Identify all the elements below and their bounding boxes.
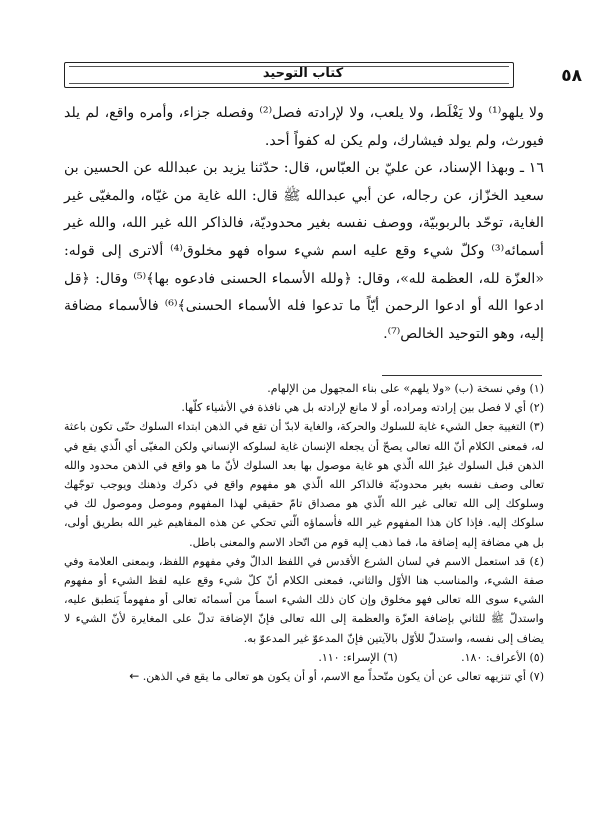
footnote (64, 667, 544, 686)
footnote-text: (٧) أي تنزيهه تعالى عن أن يكون متّحداً مع الاسم، أو أن يكون هو تعالى ما يقع في الذهن. (142, 670, 544, 684)
paragraph: ١٦ ـ وبهذا الإسناد، عن عليّ بن العبّاس، قال: حدّثنا يزيد بن عبدالله عن الحسين بن سعيد الخزّاز، عن رجاله، عن أبي عبدالله ﷺ قال: الله غاية من غيّاه، والمغيّى غير الغاية، توحّد بالربوبيّة، ووصف نفسه بغير محدوديّة، فالذاكر الله غير الله، والله غير أسمائه⁽³⁾ وكلّ شيء وقع عليه اسم شيء سواه فهو مخلوق⁽⁴⁾ ألاترى إلى قوله: «العزّة لله، العظمة لله»، وقال: ﴿ولله الأسماء الحسنى فادعوه بها﴾⁽⁵⁾ وقال: ﴿قل ادعوا الله أو ادعوا الرحمن أيّاً ما تدعوا فله الأسماء الحسنى﴾⁽⁶⁾ فالأسماء مضافة إليه، وهو التوحيد الخالص⁽⁷⁾. (64, 160, 545, 342)
footnote: (١) وفي نسخة (ب) «ولا يلهم» على بناء المجهول من الإلهام. (267, 382, 544, 395)
footnote: (٤) قد استعمل الاسم في لسان الشرع الأقدس في اللفظ الدالّ وفي مفهوم اللفظ، وبمعنى العلامة وفي صفة الشيء، والمناسب هنا الأوّل والثاني، فمعنى الكلام أنّ كلّ شيء وقع عليه لفظ الشيء أو مفهوم الشيء سوى الله تعالى فهو مخلوق وإن كان ذلك الشيء اسماً من أسمائه تعالى أو مفهوماً يَنطبق عليه، واستدلّ ﷺ للثاني بإضافة العزّة والعظمة إلى الله تعالى فإنّ الإضافة تدلّ على المغايرة لأنّ الشيء لا يضاف إلى نفسه، واستدلّ للأوّل بالآيتين فإنّ المدعوّ غير المدعوّ به. (64, 554, 544, 645)
running-title: كتاب التوحيد (262, 66, 344, 81)
main-text (64, 100, 544, 348)
footnote: (٢) أي لا فصل بين إرادته ومراده، أو لا مانع لإرادته بل هي نافذة في الأشياء كلّها. (181, 401, 544, 415)
page-number: ٥٨ (561, 66, 582, 86)
paragraph: ولا يلهو⁽¹⁾ ولا يَغْلَط، ولا يلعب، ولا لإرادته فصل⁽²⁾ وفصله جزاء، وأمره واقع، لم يلد فيورث، ولم يولد فيشارك، ولم يكن له كفواً أحد. (64, 105, 545, 149)
footnote: (٦) الإسراء: ١١٠. (318, 650, 398, 664)
footnote-separator (382, 375, 542, 376)
footnote: (٣) التغيية جعل الشيء غاية للسلوك والحركة، والغاية لابدّ أن تقع في الذهن ابتداء السلوك حتّى تكون باعثة له، فمعنى الكلام أنّ الله تعالى يصحّ أن يجعله الإنسان غاية لسلوكه الإنساني ولكن المغيّى أي الّذي يقع في الذهن قبل السلوك غيرُ الله الّذي هو غاية موصول بها بعد السلوك لأنّ ما هو واقع في الذهن محدود والله تعالى وصف نفسه بغير محدوديّة فالذاكر الله الّذي هو مفهوم واقع في ذكرك وذهنك ويوجب توجّهك وسلوكك إلى الله تعالى غير الله الّذي هو مصداق تامّ حقيقي لهذا المفهوم وموصل وموصول لك في سلوكك إليه. فإذا كان هذا المفهوم غير الله فأسماؤه الّتي تحكي عن هذه المفاهيم غير الله بطريق أولى، بل هي مضافة إليه إضافة ما، فما ذهب إليه قوم من اتّحاد الاسم والمعنى باطل. (64, 420, 544, 549)
footnote: (٥) الأعراف: ١٨٠. (461, 650, 544, 664)
continuation-arrow-icon: ← (129, 669, 140, 684)
footnotes (64, 379, 544, 686)
footnote-pair (64, 648, 544, 667)
